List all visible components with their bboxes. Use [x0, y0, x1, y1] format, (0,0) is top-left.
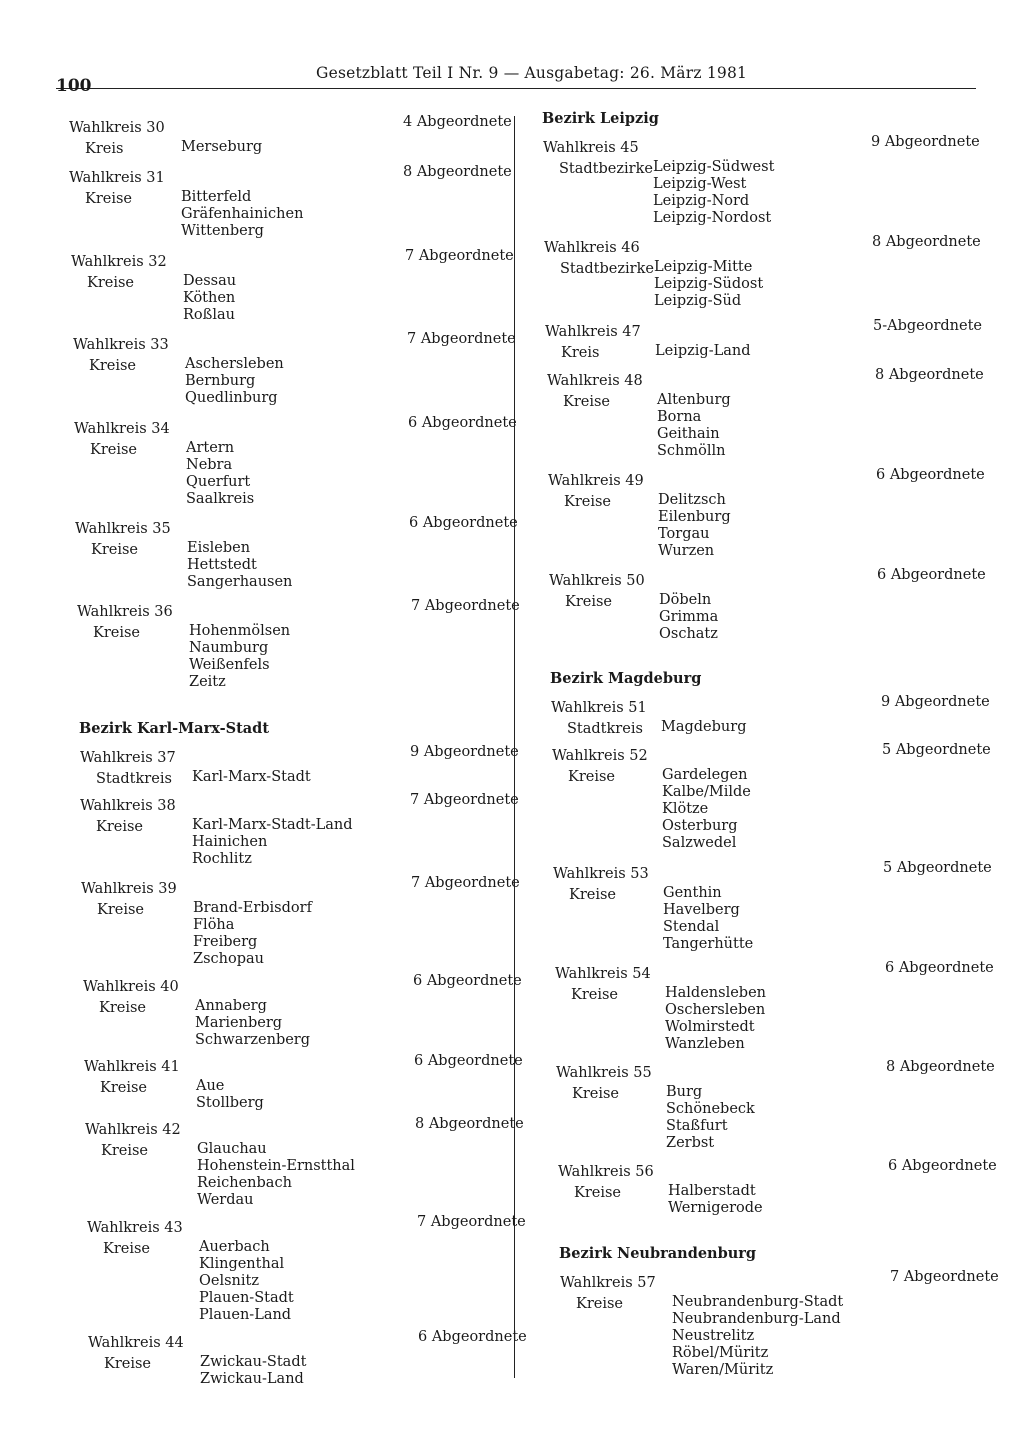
- wahlkreis-places: [200, 1354, 306, 1388]
- seat-count: 8 Abgeordnete: [872, 234, 981, 250]
- place-name: Borna: [657, 409, 702, 425]
- wahlkreis-places: [196, 1078, 264, 1112]
- bezirk-heading-leipzig: Bezirk Leipzig: [542, 110, 659, 127]
- wahlkreis-kind: Kreise: [96, 819, 144, 835]
- place-name: Havelberg: [663, 902, 740, 918]
- wahlkreis-places: [663, 885, 753, 953]
- place-name: Geithain: [657, 426, 720, 442]
- place-name: Altenburg: [657, 392, 731, 408]
- place-name: Haldensleben: [665, 985, 766, 1001]
- seat-count: 7 Abgeordnete: [411, 875, 520, 891]
- wahlkreis-places: [665, 985, 766, 1053]
- seat-count: 8 Abgeordnete: [415, 1116, 524, 1132]
- place-name: Hohenstein-Ernstthal: [197, 1158, 355, 1174]
- wahlkreis-kind: Kreise: [87, 275, 135, 291]
- place-name: Oschatz: [659, 626, 718, 642]
- wahlkreis-places: [185, 356, 284, 407]
- wahlkreis-title: Wahlkreis 37: [80, 750, 176, 766]
- bezirk-heading-neubrandenburg: Bezirk Neubrandenburg: [559, 1245, 757, 1262]
- wahlkreis-kind: Stadtkreis: [96, 771, 172, 787]
- place-name: Rochlitz: [192, 851, 252, 867]
- wahlkreis-kind: Stadtkreis: [567, 721, 643, 737]
- place-name: Oschersleben: [665, 1002, 766, 1018]
- wahlkreis-kind: Kreise: [97, 902, 145, 918]
- wahlkreis-places: [189, 623, 290, 691]
- place-name: Hohenmölsen: [189, 623, 291, 639]
- wahlkreis-kind: Kreise: [99, 1000, 147, 1016]
- wahlkreis-title: Wahlkreis 45: [543, 140, 639, 156]
- wahlkreis-places: [181, 139, 262, 156]
- wahlkreis-kind: Kreise: [91, 542, 139, 558]
- wahlkreis-title: Wahlkreis 39: [81, 881, 177, 897]
- place-name: Merseburg: [181, 139, 263, 155]
- seat-count: 6 Abgeordnete: [413, 973, 522, 989]
- wahlkreis-title: Wahlkreis 36: [77, 604, 173, 620]
- place-name: Glauchau: [197, 1141, 267, 1157]
- wahlkreis-title: Wahlkreis 41: [84, 1059, 180, 1075]
- place-name: Delitzsch: [658, 492, 726, 508]
- wahlkreis-kind: Kreise: [568, 769, 616, 785]
- place-name: Stollberg: [196, 1095, 264, 1111]
- wahlkreis-kind: Kreise: [90, 442, 138, 458]
- wahlkreis-places: [659, 592, 718, 643]
- wahlkreis-title: Wahlkreis 55: [556, 1065, 652, 1081]
- wahlkreis-places: [193, 900, 312, 968]
- wahlkreis-places: [653, 159, 774, 227]
- page-number: 100: [56, 76, 92, 96]
- wahlkreis-kind: Stadtbezirke: [559, 161, 653, 177]
- wahlkreis-title: Wahlkreis 44: [88, 1335, 184, 1351]
- place-name: Saalkreis: [186, 491, 255, 507]
- wahlkreis-title: Wahlkreis 51: [551, 700, 647, 716]
- wahlkreis-title: Wahlkreis 34: [74, 421, 170, 437]
- wahlkreis-kind: Kreise: [572, 1086, 620, 1102]
- place-name: Wittenberg: [181, 223, 264, 239]
- place-name: Wanzleben: [665, 1036, 745, 1052]
- place-name: Hainichen: [192, 834, 268, 850]
- wahlkreis-title: Wahlkreis 52: [552, 748, 648, 764]
- place-name: Flöha: [193, 917, 235, 933]
- seat-count: 9 Abgeordnete: [410, 744, 519, 760]
- place-name: Plauen-Land: [199, 1307, 292, 1323]
- place-name: Leipzig-Nord: [653, 193, 750, 209]
- place-name: Burg: [666, 1084, 703, 1100]
- place-name: Neustrelitz: [672, 1328, 755, 1344]
- wahlkreis-title: Wahlkreis 33: [73, 337, 169, 353]
- wahlkreis-kind: Kreise: [576, 1296, 624, 1312]
- place-name: Bernburg: [185, 373, 256, 389]
- place-name: Freiberg: [193, 934, 258, 950]
- wahlkreis-title: Wahlkreis 31: [69, 170, 165, 186]
- place-name: Dessau: [183, 273, 237, 289]
- wahlkreis-places: [192, 817, 353, 868]
- place-name: Neubrandenburg-Stadt: [672, 1294, 844, 1310]
- wahlkreis-kind: Kreise: [574, 1185, 622, 1201]
- wahlkreis-title: Wahlkreis 48: [547, 373, 643, 389]
- wahlkreis-kind: Kreise: [100, 1080, 148, 1096]
- place-name: Leipzig-Mitte: [654, 259, 753, 275]
- place-name: Leipzig-Land: [655, 343, 751, 359]
- seat-count: 9 Abgeordnete: [881, 694, 990, 710]
- place-name: Reichenbach: [197, 1175, 292, 1191]
- seat-count: 6 Abgeordnete: [408, 415, 517, 431]
- place-name: Döbeln: [659, 592, 712, 608]
- wahlkreis-title: Wahlkreis 57: [560, 1275, 656, 1291]
- place-name: Gräfenhainichen: [181, 206, 304, 222]
- place-name: Magdeburg: [661, 719, 747, 735]
- wahlkreis-title: Wahlkreis 50: [549, 573, 645, 589]
- wahlkreis-places: [668, 1183, 763, 1217]
- place-name: Schönebeck: [666, 1101, 755, 1117]
- seat-count: 6 Abgeordnete: [888, 1158, 997, 1174]
- place-name: Klötze: [662, 801, 709, 817]
- place-name: Waren/Müritz: [672, 1362, 774, 1378]
- place-name: Zwickau-Land: [200, 1371, 304, 1387]
- seat-count: 9 Abgeordnete: [871, 134, 980, 150]
- seat-count: 8 Abgeordnete: [403, 164, 512, 180]
- place-name: Köthen: [183, 290, 236, 306]
- wahlkreis-places: [183, 273, 236, 324]
- seat-count: 7 Abgeordnete: [417, 1214, 526, 1230]
- place-name: Gardelegen: [662, 767, 748, 783]
- place-name: Wurzen: [658, 543, 715, 559]
- place-name: Karl-Marx-Stadt-Land: [192, 817, 353, 833]
- page-header: [56, 64, 976, 96]
- place-name: Oelsnitz: [199, 1273, 259, 1289]
- wahlkreis-kind: Kreise: [101, 1143, 149, 1159]
- wahlkreis-title: Wahlkreis 49: [548, 473, 644, 489]
- wahlkreis-title: Wahlkreis 54: [555, 966, 651, 982]
- bezirk-heading-karl-marx-stadt: Bezirk Karl-Marx-Stadt: [79, 720, 270, 737]
- seat-count: 6 Abgeordnete: [409, 515, 518, 531]
- place-name: Zschopau: [193, 951, 264, 967]
- wahlkreis-title: Wahlkreis 32: [71, 254, 167, 270]
- place-name: Osterburg: [662, 818, 738, 834]
- seat-count: 8 Abgeordnete: [875, 367, 984, 383]
- seat-count: 6 Abgeordnete: [418, 1329, 527, 1345]
- wahlkreis-title: Wahlkreis 42: [85, 1122, 181, 1138]
- place-name: Auerbach: [199, 1239, 270, 1255]
- place-name: Quedlinburg: [185, 390, 278, 406]
- place-name: Aschersleben: [185, 356, 284, 372]
- place-name: Weißenfels: [189, 657, 270, 673]
- seat-count: 6 Abgeordnete: [876, 467, 985, 483]
- wahlkreis-kind: Kreise: [565, 594, 613, 610]
- seat-count: 7 Abgeordnete: [407, 331, 516, 347]
- wahlkreis-title: Wahlkreis 47: [545, 324, 641, 340]
- place-name: Naumburg: [189, 640, 269, 656]
- place-name: Leipzig-West: [653, 176, 747, 192]
- place-name: Werdau: [197, 1192, 254, 1208]
- seat-count: 7 Abgeordnete: [890, 1269, 999, 1285]
- seat-count: 6 Abgeordnete: [877, 567, 986, 583]
- wahlkreis-kind: Kreise: [564, 494, 612, 510]
- wahlkreis-kind: Kreise: [569, 887, 617, 903]
- seat-count: 8 Abgeordnete: [886, 1059, 995, 1075]
- wahlkreis-places: [199, 1239, 294, 1324]
- wahlkreis-places: [654, 259, 763, 310]
- place-name: Klingenthal: [199, 1256, 285, 1272]
- place-name: Aue: [196, 1078, 225, 1094]
- place-name: Salzwedel: [662, 835, 737, 851]
- seat-count: 6 Abgeordnete: [414, 1053, 523, 1069]
- wahlkreis-places: [661, 719, 746, 736]
- place-name: Karl-Marx-Stadt: [192, 769, 311, 785]
- wahlkreis-places: [672, 1294, 843, 1379]
- place-name: Wernigerode: [668, 1200, 763, 1216]
- wahlkreis-places: [192, 769, 311, 786]
- place-name: Torgau: [658, 526, 710, 542]
- wahlkreis-title: Wahlkreis 53: [553, 866, 649, 882]
- seat-count: 7 Abgeordnete: [405, 248, 514, 264]
- seat-count: 6 Abgeordnete: [885, 960, 994, 976]
- wahlkreis-kind: Kreise: [563, 394, 611, 410]
- seat-count: 5 Abgeordnete: [883, 860, 992, 876]
- place-name: Zerbst: [666, 1135, 715, 1151]
- place-name: Plauen-Stadt: [199, 1290, 294, 1306]
- place-name: Tangerhütte: [663, 936, 754, 952]
- place-name: Zwickau-Stadt: [200, 1354, 307, 1370]
- wahlkreis-kind: Kreis: [561, 345, 600, 361]
- wahlkreis-title: Wahlkreis 43: [87, 1220, 183, 1236]
- place-name: Marienberg: [195, 1015, 283, 1031]
- seat-count: 4 Abgeordnete: [403, 114, 512, 130]
- wahlkreis-kind: Kreis: [85, 141, 124, 157]
- place-name: Stendal: [663, 919, 720, 935]
- seat-count: 7 Abgeordnete: [411, 598, 520, 614]
- place-name: Sangerhausen: [187, 574, 293, 590]
- place-name: Zeitz: [189, 674, 226, 690]
- seat-count: 7 Abgeordnete: [410, 792, 519, 808]
- place-name: Roßlau: [183, 307, 235, 323]
- wahlkreis-places: [657, 392, 731, 460]
- wahlkreis-title: Wahlkreis 46: [544, 240, 640, 256]
- place-name: Leipzig-Nordost: [653, 210, 772, 226]
- place-name: Genthin: [663, 885, 722, 901]
- wahlkreis-places: [186, 440, 254, 508]
- wahlkreis-title: Wahlkreis 40: [83, 979, 179, 995]
- wahlkreis-places: [662, 767, 751, 852]
- seat-count: 5 Abgeordnete: [882, 742, 991, 758]
- wahlkreis-places: [195, 998, 310, 1049]
- place-name: Querfurt: [186, 474, 251, 490]
- wahlkreis-kind: Kreise: [85, 191, 133, 207]
- place-name: Staßfurt: [666, 1118, 728, 1134]
- place-name: Halberstadt: [668, 1183, 756, 1199]
- wahlkreis-places: [655, 343, 750, 360]
- place-name: Eisleben: [187, 540, 251, 556]
- place-name: Wolmirstedt: [665, 1019, 755, 1035]
- place-name: Brand-Erbisdorf: [193, 900, 312, 916]
- wahlkreis-kind: Kreise: [89, 358, 137, 374]
- place-name: Kalbe/Milde: [662, 784, 751, 800]
- place-name: Neubrandenburg-Land: [672, 1311, 841, 1327]
- seat-count: 5-Abgeordnete: [873, 318, 983, 334]
- wahlkreis-places: [181, 189, 303, 240]
- wahlkreis-kind: Kreise: [571, 987, 619, 1003]
- wahlkreis-places: [187, 540, 292, 591]
- place-name: Hettstedt: [187, 557, 257, 573]
- wahlkreis-title: Wahlkreis 30: [69, 120, 165, 136]
- wahlkreis-places: [666, 1084, 755, 1152]
- wahlkreis-places: [197, 1141, 355, 1209]
- place-name: Röbel/Müritz: [672, 1345, 769, 1361]
- place-name: Bitterfeld: [181, 189, 252, 205]
- wahlkreis-title: Wahlkreis 38: [80, 798, 176, 814]
- bezirk-heading-magdeburg: Bezirk Magdeburg: [550, 670, 702, 687]
- place-name: Leipzig-Süd: [654, 293, 742, 309]
- header-title: Gesetzblatt Teil I Nr. 9 — Ausgabetag: 26. März 1981: [316, 64, 748, 82]
- place-name: Schmölln: [657, 443, 726, 459]
- place-name: Leipzig-Südost: [654, 276, 764, 292]
- wahlkreis-title: Wahlkreis 56: [558, 1164, 654, 1180]
- wahlkreis-kind: Kreise: [103, 1241, 151, 1257]
- wahlkreis-kind: Stadtbezirke: [560, 261, 654, 277]
- place-name: Leipzig-Südwest: [653, 159, 775, 175]
- place-name: Nebra: [186, 457, 233, 473]
- wahlkreis-places: [658, 492, 731, 560]
- wahlkreis-title: Wahlkreis 35: [75, 521, 171, 537]
- place-name: Grimma: [659, 609, 719, 625]
- place-name: Eilenburg: [658, 509, 731, 525]
- wahlkreis-kind: Kreise: [104, 1356, 152, 1372]
- wahlkreis-kind: Kreise: [93, 625, 141, 641]
- place-name: Annaberg: [195, 998, 267, 1014]
- place-name: Schwarzenberg: [195, 1032, 311, 1048]
- place-name: Artern: [186, 440, 235, 456]
